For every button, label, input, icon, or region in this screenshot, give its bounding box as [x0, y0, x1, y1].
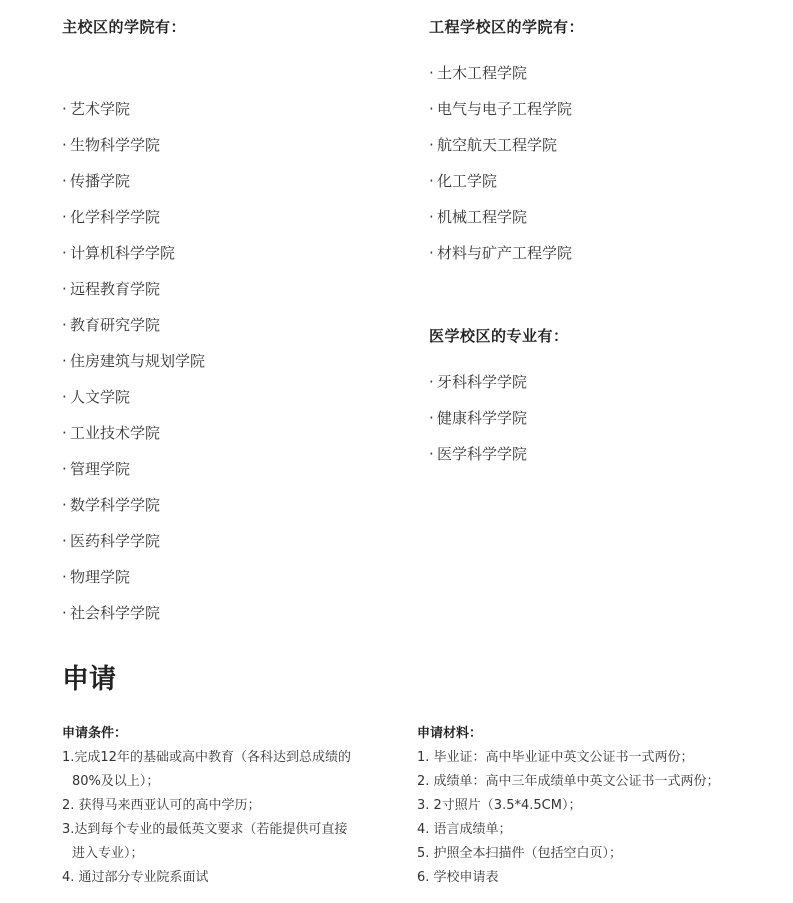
school-item-label: 传播学院 [70, 172, 131, 190]
condition-item-label: 2. 获得马来西亚认可的高中学历； [62, 798, 261, 813]
application-title: 申请 [62, 664, 116, 695]
condition-item [62, 866, 352, 890]
bullet-dot: · [62, 172, 67, 190]
medical-campus-section [429, 326, 769, 472]
bullet-dot: · [62, 532, 67, 550]
bullet-dot: · [62, 568, 67, 586]
bullet-dot: · [429, 208, 434, 226]
school-item-label: 生物科学学院 [70, 136, 161, 154]
bullet-dot: · [429, 244, 434, 262]
condition-item [62, 818, 352, 866]
school-item [429, 400, 769, 436]
school-item [429, 364, 769, 400]
bullet-dot: · [62, 208, 67, 226]
main-campus-section [62, 17, 392, 631]
school-item-label: 牙科科学学院 [437, 373, 528, 391]
bullet-dot: · [62, 388, 67, 406]
school-item [429, 127, 769, 163]
school-item-label: 远程教育学院 [70, 280, 161, 298]
school-item-label: 社会科学学院 [70, 604, 161, 622]
bullet-dot: · [62, 136, 67, 154]
school-item [62, 199, 392, 235]
materials-heading: 申请材料： [417, 726, 483, 741]
conditions-list [62, 746, 352, 890]
bullet-dot: · [429, 172, 434, 190]
condition-item [62, 746, 352, 794]
school-item [62, 595, 392, 631]
school-item-label: 工业技术学院 [70, 424, 161, 442]
school-item-label: 住房建筑与规划学院 [70, 352, 206, 370]
school-item [429, 436, 769, 472]
bullet-dot: · [429, 373, 434, 391]
school-item-label: 航空航天工程学院 [437, 136, 558, 154]
school-item-label: 材料与矿产工程学院 [437, 244, 573, 262]
material-item-label: 5. 护照全本扫描件（包括空白页）； [417, 846, 623, 861]
material-item [417, 842, 757, 866]
medical-campus-list [429, 364, 769, 472]
school-item-label: 管理学院 [70, 460, 131, 478]
material-item [417, 746, 757, 770]
material-item-label: 6. 学校申请表 [417, 870, 499, 885]
bullet-dot: · [62, 244, 67, 262]
bullet-dot: · [62, 496, 67, 514]
school-item-label: 机械工程学院 [437, 208, 528, 226]
bullet-dot: · [62, 100, 67, 118]
condition-item-label: 3.达到每个专业的最低英文要求（若能提供可直接进入专业）； [62, 822, 348, 861]
school-item-label: 人文学院 [70, 388, 131, 406]
school-item-label: 艺术学院 [70, 100, 131, 118]
school-item-label: 医药科学学院 [70, 532, 161, 550]
material-item-label: 1. 毕业证：高中毕业证中英文公证书一式两份； [417, 750, 694, 765]
school-item [62, 91, 392, 127]
school-item [62, 523, 392, 559]
engineering-campus-section [429, 17, 769, 271]
school-item [62, 235, 392, 271]
school-item [429, 91, 769, 127]
school-item [62, 307, 392, 343]
medical-campus-heading: 医学校区的专业有： [429, 327, 569, 345]
bullet-dot: · [429, 64, 434, 82]
conditions-heading: 申请条件： [62, 726, 128, 741]
school-item [429, 55, 769, 91]
engineering-campus-list [429, 55, 769, 271]
material-item [417, 794, 757, 818]
school-item [62, 127, 392, 163]
materials-section [417, 725, 757, 890]
school-item [62, 271, 392, 307]
school-item [62, 415, 392, 451]
main-campus-list [62, 91, 392, 631]
material-item-label: 2. 成绩单：高中三年成绩单中英文公证书一式两份； [417, 774, 720, 789]
material-item [417, 866, 757, 890]
school-item-label: 物理学院 [70, 568, 131, 586]
material-item [417, 770, 757, 794]
school-item-label: 数学科学学院 [70, 496, 161, 514]
school-item-label: 教育研究学院 [70, 316, 161, 334]
condition-item-label: 1.完成12年的基础或高中教育（各科达到总成绩的80%及以上）； [62, 750, 351, 789]
bullet-dot: · [62, 460, 67, 478]
school-item [62, 451, 392, 487]
engineering-campus-heading: 工程学校区的学院有： [429, 18, 585, 36]
bullet-dot: · [62, 280, 67, 298]
material-item [417, 818, 757, 842]
school-item [62, 559, 392, 595]
main-campus-heading: 主校区的学院有： [62, 18, 187, 36]
school-item [429, 163, 769, 199]
materials-list [417, 746, 757, 890]
bullet-dot: · [62, 604, 67, 622]
school-item-label: 医学科学学院 [437, 445, 528, 463]
material-item-label: 3. 2寸照片（3.5*4.5CM）； [417, 798, 582, 813]
condition-item-label: 4. 通过部分专业院系面试 [62, 870, 209, 885]
bullet-dot: · [62, 424, 67, 442]
material-item-label: 4. 语言成绩单； [417, 822, 512, 837]
conditions-section [62, 725, 352, 890]
bullet-dot: · [429, 136, 434, 154]
school-item [62, 487, 392, 523]
bullet-dot: · [429, 100, 434, 118]
school-item-label: 计算机科学学院 [70, 244, 176, 262]
school-item [62, 343, 392, 379]
school-item-label: 电气与电子工程学院 [437, 100, 573, 118]
school-item [429, 199, 769, 235]
condition-item [62, 794, 352, 818]
school-item-label: 健康科学学院 [437, 409, 528, 427]
school-item-label: 土木工程学院 [437, 64, 528, 82]
school-item [429, 235, 769, 271]
bullet-dot: · [429, 409, 434, 427]
bullet-dot: · [62, 316, 67, 334]
bullet-dot: · [429, 445, 434, 463]
school-item [62, 163, 392, 199]
school-item [62, 379, 392, 415]
bullet-dot: · [62, 352, 67, 370]
school-item-label: 化工学院 [437, 172, 498, 190]
school-item-label: 化学科学学院 [70, 208, 161, 226]
